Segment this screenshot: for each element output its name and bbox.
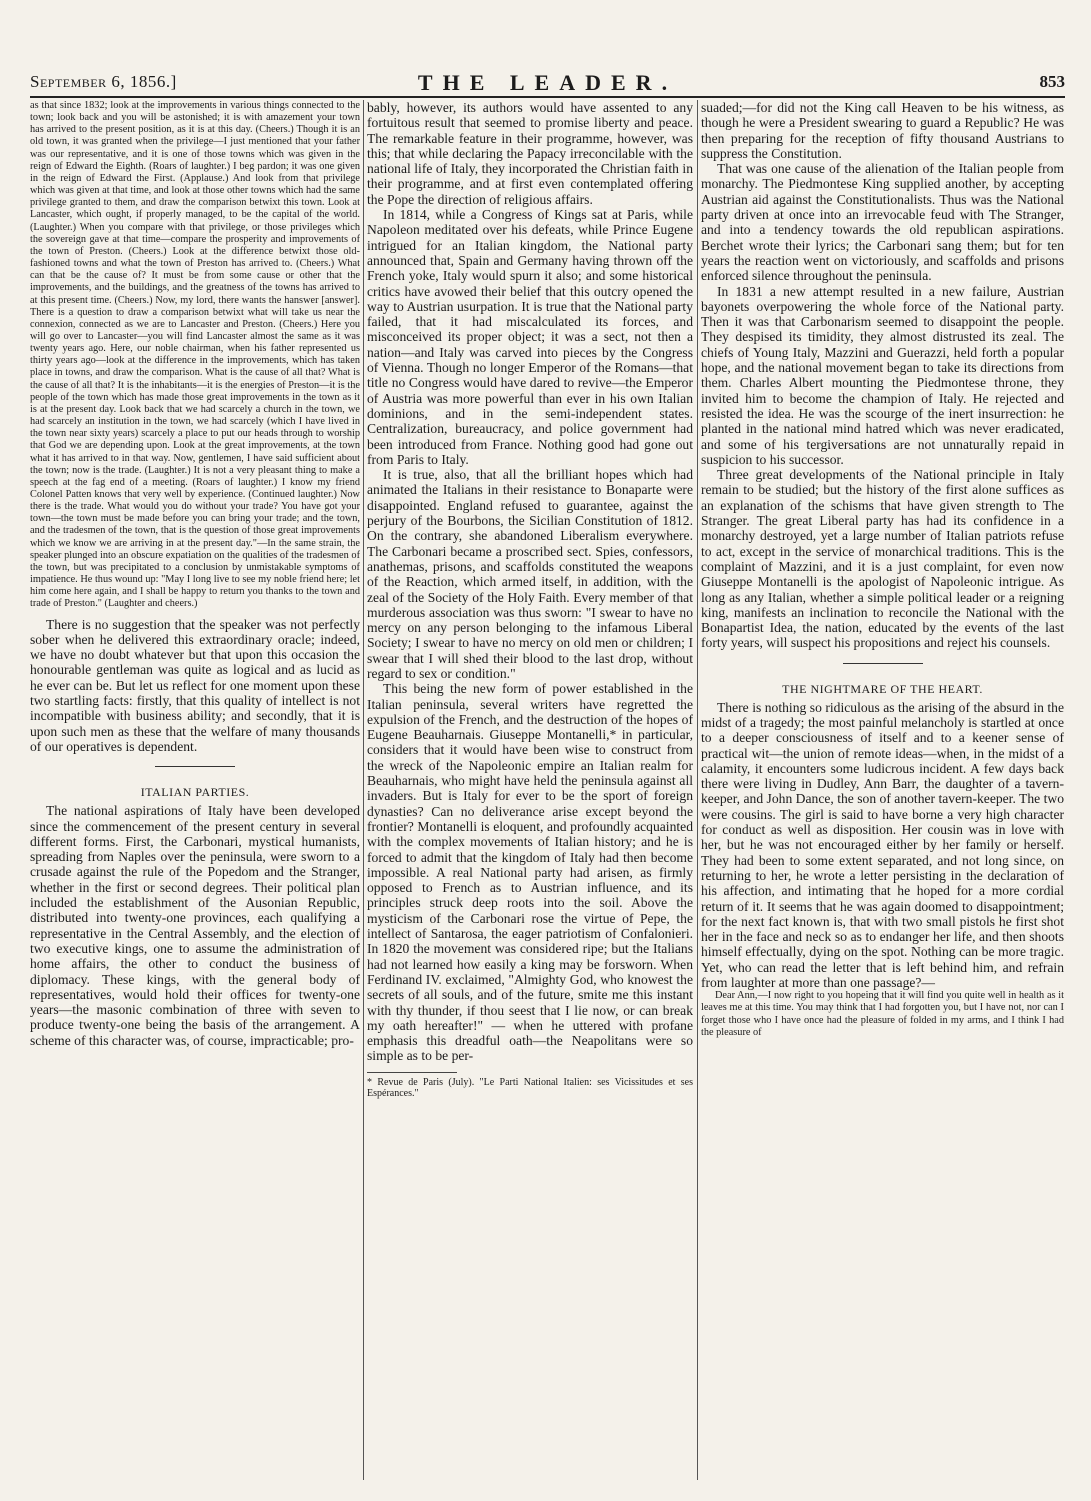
- column-3: [701, 100, 1064, 1480]
- newspaper-title: THE LEADER.: [417, 70, 678, 95]
- column-rule-1: [363, 100, 364, 1480]
- column-2: [367, 100, 693, 1480]
- article-paragraph: This being the new form of power established in the Italian peninsula, several writers have regretted the expulsion of the French, and the destruction of the hopes of Eugene Beauharnais. Giuseppe Montanelli,* in particular, considers that it would have been wise to construct from the wreck of the Napoleonic empire an Italian realm for Beauharnais, who might have held the peninsula against all invaders. But is Italy for ever to be the sport of foreign dynasties? Can no deliverance arise except beyond the frontier? Montanelli is eloquent, and profoundly acquainted with the complex movements of Italian history; and he is forced to admit that the kingdom of Italy had then become impossible. A real National party had arisen, as firmly opposed to French as to Austrian influence, and its principles struck deep roots into the soil. Above the mysticism of the Carbonari rose the virtue of Pepe, the intellect of Santarosa, the eager patriotism of Confalonieri. In 1820 the movement was considered ripe; but the Italians had not learned how easily a king may be forsworn. When Ferdinand IV. exclaimed, "Almighty God, who knowest the secrets of all souls, and of the future, smite me this instant with thy thunder, if thou seest that I lie now, or can break my oath hereafter!" — when he uttered with profane emphasis this dreadful oath—the Neapolitans were so simple as to be per-: [367, 681, 693, 1064]
- footnote-rule: [367, 1072, 457, 1073]
- article-paragraph: It is true, also, that all the brilliant hopes which had animated the Italians in their resistance to Bonaparte were disappointed. England refused to guarantee, against the perjury of the Bourbons, the Sicilian Constitution of 1812. On the contrary, she abandoned Liberalism everywhere. The Carbonari became a proscribed sect. Spies, confessors, anathemas, prisons, and scaffolds constituted the weapons of the Reaction, which armed itself, in addition, with the zeal of the Society of the Holy Faith. Every member of that murderous association was thus sworn: "I swear to have no mercy on any person belonging to the infamous Liberal Society; I swear to have no mercy on old men or children; I swear that I will shed their blood to the last drop, without regard to sex or condition.": [367, 467, 693, 681]
- article-paragraph: In 1831 a new attempt resulted in a new failure, Austrian bayonets overpowering the whole force of the National party. Then it was that Carbonarism seemed to disappoint the people. They despised its timidity, they almost distrusted its zeal. The chiefs of Young Italy, Mazzini and Guerazzi, held forth a popular hope, and the national movement began to take its directions from them. Charles Albert mounting the Piedmontese throne, they invited him to become the champion of Italy. He rejected and resisted the idea. He was the scourge of the inert insurrection: he planted in the national mind hatred which was never eradicated, and some of his tergiversations are not unnaturally repaid in suspicion to his successor.: [701, 283, 1064, 467]
- article-paragraph: That was one cause of the alienation of the Italian people from monarchy. The Piedmontese King supplied another, by accepting Austrian aid against the Constitutionalists. Thus was the National party driven at once into an irrevocable feud with The Stranger, and into a tendency towards the old republican aspirations. Berchet wrote their lyrics; the Carbonari sang them; but for ten years the reaction went on victoriously, and scaffolds and prisons enforced silence throughout the peninsula.: [701, 161, 1064, 284]
- article-paragraph: suaded;—for did not the King call Heaven to be his witness, as though he were a President swearing to guard a Republic? He was then preparing for the reception of fifty thousand Austrians to suppress the Constitution.: [701, 100, 1064, 161]
- column-rule-2: [697, 100, 698, 1480]
- article-paragraph: There is nothing so ridiculous as the arising of the absurd in the midst of a tragedy; the most painful melancholy is startled at once to a deeper consciousness of itself and to a keener sense of practical wit—the union of remote ideas—when, in the midst of a calamity, it encounters some ludicrous incident. A few days back there were living in Dudley, Ann Barr, the daughter of a tavern-keeper, and John Dance, the son of another tavern-keeper. The two were cousins. The girl is said to have borne a very high character for conduct as well as disposition. Her cousin was in love with her, but he was not encouraged either by her family or herself. They had been to some extent separated, and not long since, on returning to her, he wrote a letter persisting in the declaration of his affection, and intimating that he hoped for a more cordial return of it. It seems that he was again doomed to disappointment; for the next fact known is, that with two small pistols he first shot her in the face and neck so as to endanger her life, and then shoots himself effectually, dying on the spot. Nothing can be more tragic. Yet, who can read the letter that is left behind him, and refrain from laughter at more than one passage?—: [701, 699, 1064, 991]
- section-heading-nightmare: THE NIGHTMARE OF THE HEART.: [782, 681, 983, 696]
- page-number: 853: [1039, 72, 1065, 91]
- column-1: [30, 100, 360, 1480]
- quoted-letter: Dear Ann,—I now right to you hopeing that it will find you quite well in health as it leaves me at this time. You may think that I had forgotten you, but I have not, nor can I forget those who I have once had the pleasure of folded in my arms, and I think I had the pleasure of: [701, 990, 1064, 1038]
- section-divider: [843, 663, 923, 664]
- section-heading-italian-parties: ITALIAN PARTIES.: [140, 785, 250, 800]
- issue-date: September 6, 1856.]: [30, 72, 177, 91]
- speech-report: as that since 1832; look at the improvements in various things connected to the town; look back and you will be astonished; it is with amazement your town has arrived to the present position, as it is at this day. (Cheers.) Though it is an old town, it was granted when the privilege—I just mentioned that your father was our representative, and it is one of those towns which was given in the reign of Edward the Eighth. (Roars of laughter.) I beg pardon; it was one given in the reign of Edward the First. (Applause.) And look from that privilege which was given at that time, and look at those other towns which had the same privilege granted to them, and draw the comparison betwixt this town. Look at Lancaster, which ought, if properly managed, to be the capital of the world. (Laughter.) When you compare with that privilege, or those privileges which the sovereign gave at that time—compare the prosperity and improvements of the town of Preston. (Cheers.) Look at the difference betwixt those old-fashioned towns and what the town of Preston has arrived to. (Cheers.) What can that be the cause of? It must be from some cause or other that the improvements, and the buildings, and the greatness of the towns has arrived to at this present time. (Cheers.) Now, my lord, there wants the hanswer [answer]. There is a question to draw a comparison betwixt what will take us near the connexion, connected as we are to Lancaster and Preston. (Cheers.) Here you will go over to Lancaster—you will find Lancaster almost the same as it was twenty years ago. Here, our noble chairman, when his father represented us thirty years ago—look at the difference in the improvements, which has taken place in towns, and draw the comparison. What is the cause of all that? What is the cause of all that? It is the inhabitants—it is the energies of Preston—it is the people of the town which has made those great improvements in the town as it is at the present day. Look back that we had scarcely a church in the town, we had scarcely an institution in the town, we had scarcely (which I have lived in the town near sixty years) scarcely a place to put our heads through to worship that God we are depending upon. Look at the great improvements, at the town what it has arrived to in that way. Now, gentlemen, I have said sufficient about the town; now is the trade. (Laughter.) It is not a very pleasant thing to make a speech at the fag end of a meeting. (Roars of laughter.) I know my friend Colonel Patten knows that very well by experience. (Continued laughter.) Now there is the trade. What would you do without your trade? You have got your town—the town must be made before you can bring your trade; and the town, and the tradesmen of the town, that is the question of those great improvements which we know we are arriving in at the present day."—In the same strain, the speaker plunged into an obscure expatiation on the qualities of the tradesmen of the town, but was precipitated to a conclusion by unmistakable symptoms of impatience. He thus wound up: "May I long live to see my noble friend here; let him come here again, and I shall be happy to return you thanks to the town and trade of Preston." (Laughter and cheers.): [30, 100, 360, 610]
- masthead: [30, 70, 1065, 98]
- article-paragraph: Three great developments of the National principle in Italy remain to be studied; but the history of the first alone suffices as an explanation of the schisms that have given strength to The Stranger. The great Liberal party has had its confidence in a monarchy destroyed, yet a large number of Italian patriots refuse to act, except in the service of monarchical traditions. This is the complaint of Mazzini, and it is a just complaint, for even now Giuseppe Montanelli is the apologist of Napoleonic intrigue. As long as any Italian, whether a simple political leader or a reigning king, manifests an inclination to reconcile the National with the Bonapartist Idea, the nation, educated by the events of the last forty years, will suspect his propositions and reject his counsels.: [701, 467, 1064, 651]
- speech-commentary: There is no suggestion that the speaker was not perfectly sober when he delivered this extraordinary oracle; indeed, we have no doubt whatever but that upon this occasion the honourable gentleman was quite as logical and as lucid as he ever can be. But let us reflect for one moment upon these two startling facts: firstly, that this quality of intellect is not incompatible with business ability; and secondly, that it is upon such men as these that the welfare of many thousands of our operatives is dependent.: [30, 616, 360, 754]
- italian-parties-paragraph: The national aspirations of Italy have been developed since the commencement of the present century in several different forms. First, the Carbonari, mystical humanists, spreading from Naples over the peninsula, were sworn to a crusade against the rule of the Popedom and the Stranger, whether in the first or second degrees. Their political plan included the establishment of the Ausonian Republic, distributed into twenty-one provinces, each qualifying a representative in the Central Assembly, and the election of two executive kings, one to assume the administration of home affairs, the other to conduct the business of diplomacy. These kings, with the general body of representatives, would hold their offices for twenty-one years—the masonic combination of three with seven to produce twenty-one being the basis of the arrangement. A scheme of this character was, of course, impracticable; pro-: [30, 803, 360, 1048]
- article-paragraph: In 1814, while a Congress of Kings sat at Paris, while Napoleon meditated over his defeats, while Prince Eugene intrigued for an Italian kingdom, the National party announced that, Spain and Germany having thrown off the French yoke, Italy would spurn it also; and some historical critics have avowed their belief that this outcry opened the way to Austrian usurpation. It is true that the National party failed, that it had miscalculated its forces, and misconceived its proper object; it was a sect, not then a nation—and Italy was carved into pieces by the Congress of Vienna. Though no longer Emperor of the Romans—that title no Congress would have dared to revive—the Emperor of Austria was more powerful than ever in his own Italian dominions, and in the semi-independent states. Centralization, bureaucracy, and police government had been introduced from France. Nothing good had gone out from Paris to Italy.: [367, 207, 693, 467]
- section-divider: [155, 766, 235, 767]
- footnote: * Revue de Paris (July). "Le Parti National Italien: ses Vicissitudes et ses Espérances.": [367, 1076, 693, 1100]
- article-paragraph: bably, however, its authors would have assented to any fortuitous result that seemed to promise liberty and peace. The remarkable feature in their programme, however, was this; that while declaring the Papacy irreconcilable with the national life of Italy, they incorporated the Christian faith in their programme, and at first even contemplated offering the Pope the direction of religious affairs.: [367, 100, 693, 207]
